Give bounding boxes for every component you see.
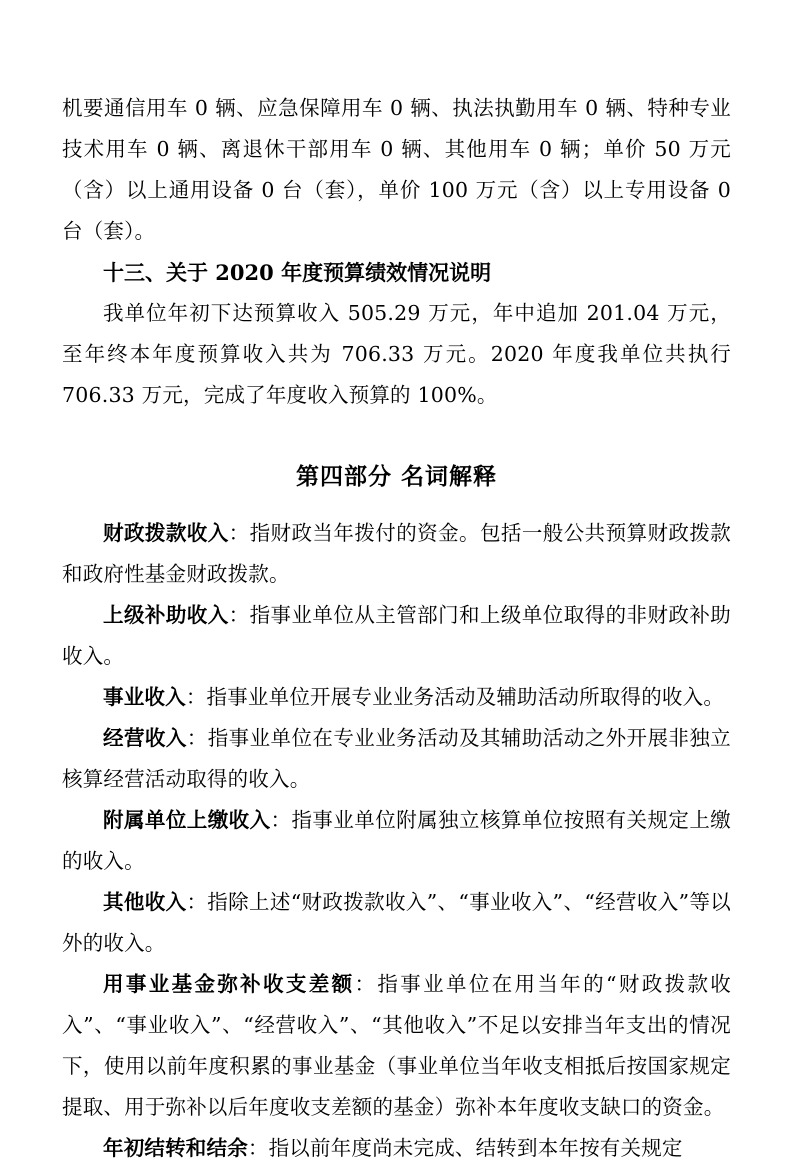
section-13-body: 我单位年初下达预算收入 505.29 万元，年中追加 201.04 万元，至年终本年度预算收入共为 706.33 万元。2020 年度我单位共执行 706.33 万元，完成了年度收入预算的 100%。 [62, 301, 731, 407]
glossary-colon: ： [186, 890, 208, 914]
glossary-definition: 指事业单位附属独立核算单位按照有关规定上缴的收入。 [62, 808, 731, 873]
glossary-definition: 指事业单位在用当年的“财政拨款收入”、“事业收入”、“经营收入”、“其他收入”不足以安排当年支出的情况下，使用以前年度积累的事业基金（事业单位当年收支相抵后按国家规定提取、用于弥补以后年度收支差额的基金）弥补本年度收支缺口的资金。 [62, 972, 732, 1119]
glossary-colon: ： [186, 726, 208, 750]
glossary-definition: 指事业单位在专业业务活动及其辅助活动之外开展非独立核算经营活动取得的收入。 [62, 726, 731, 791]
section-heading-13: 十三、关于 2020 年度预算绩效情况说明 [103, 260, 492, 285]
glossary-term: 财政拨款收入 [103, 521, 229, 545]
glossary-item [62, 718, 731, 800]
glossary-term: 附属单位上缴收入 [103, 808, 271, 832]
glossary-term: 年初结转和结余 [103, 1136, 248, 1160]
paragraph-vehicles-equipment: 机要通信用车 0 辆、应急保障用车 0 辆、执法执勤用车 0 辆、特种专业技术用车 0 辆、离退休干部用车 0 辆、其他用车 0 辆；单价 50 万元（含）以上通用设备 0 台（套），单价 100 万元（含）以上专用设备 0 台（套）。 [62, 96, 731, 243]
glossary-item [62, 677, 731, 718]
glossary-term: 其他收入 [103, 890, 187, 914]
glossary-colon: ： [247, 1136, 269, 1160]
glossary-term: 上级补助收入 [103, 603, 229, 627]
glossary-item [62, 882, 731, 964]
glossary-term: 经营收入 [103, 726, 187, 750]
part-four-title: 第四部分 名词解释 [295, 463, 497, 490]
glossary-colon: ： [185, 685, 207, 709]
glossary-item [62, 513, 731, 595]
glossary-item [62, 964, 731, 1128]
glossary-item [62, 595, 731, 677]
glossary-definition: 指以前年度尚未完成、结转到本年按有关规定 [268, 1136, 683, 1160]
glossary-colon: ： [354, 972, 378, 996]
glossary-item [62, 800, 731, 882]
spacer [62, 497, 731, 513]
glossary-term: 用事业基金弥补收支差额 [103, 972, 355, 996]
spacer [62, 416, 731, 456]
glossary-colon: ： [270, 808, 292, 832]
glossary-definition: 指事业单位从主管部门和上级单位取得的非财政补助收入。 [62, 603, 732, 668]
glossary-definition: 指财政当年拨付的资金。包括一般公共预算财政拨款和政府性基金财政拨款。 [62, 521, 732, 586]
glossary-item [62, 1128, 731, 1169]
glossary-colon: ： [228, 521, 250, 545]
glossary-colon: ： [228, 603, 250, 627]
glossary-definition: 指除上述“财政拨款收入”、“事业收入”、“经营收入”等以外的收入。 [62, 890, 731, 955]
glossary-definition: 指事业单位开展专业业务活动及辅助活动所取得的收入。 [206, 685, 725, 709]
glossary-term: 事业收入 [103, 685, 186, 709]
